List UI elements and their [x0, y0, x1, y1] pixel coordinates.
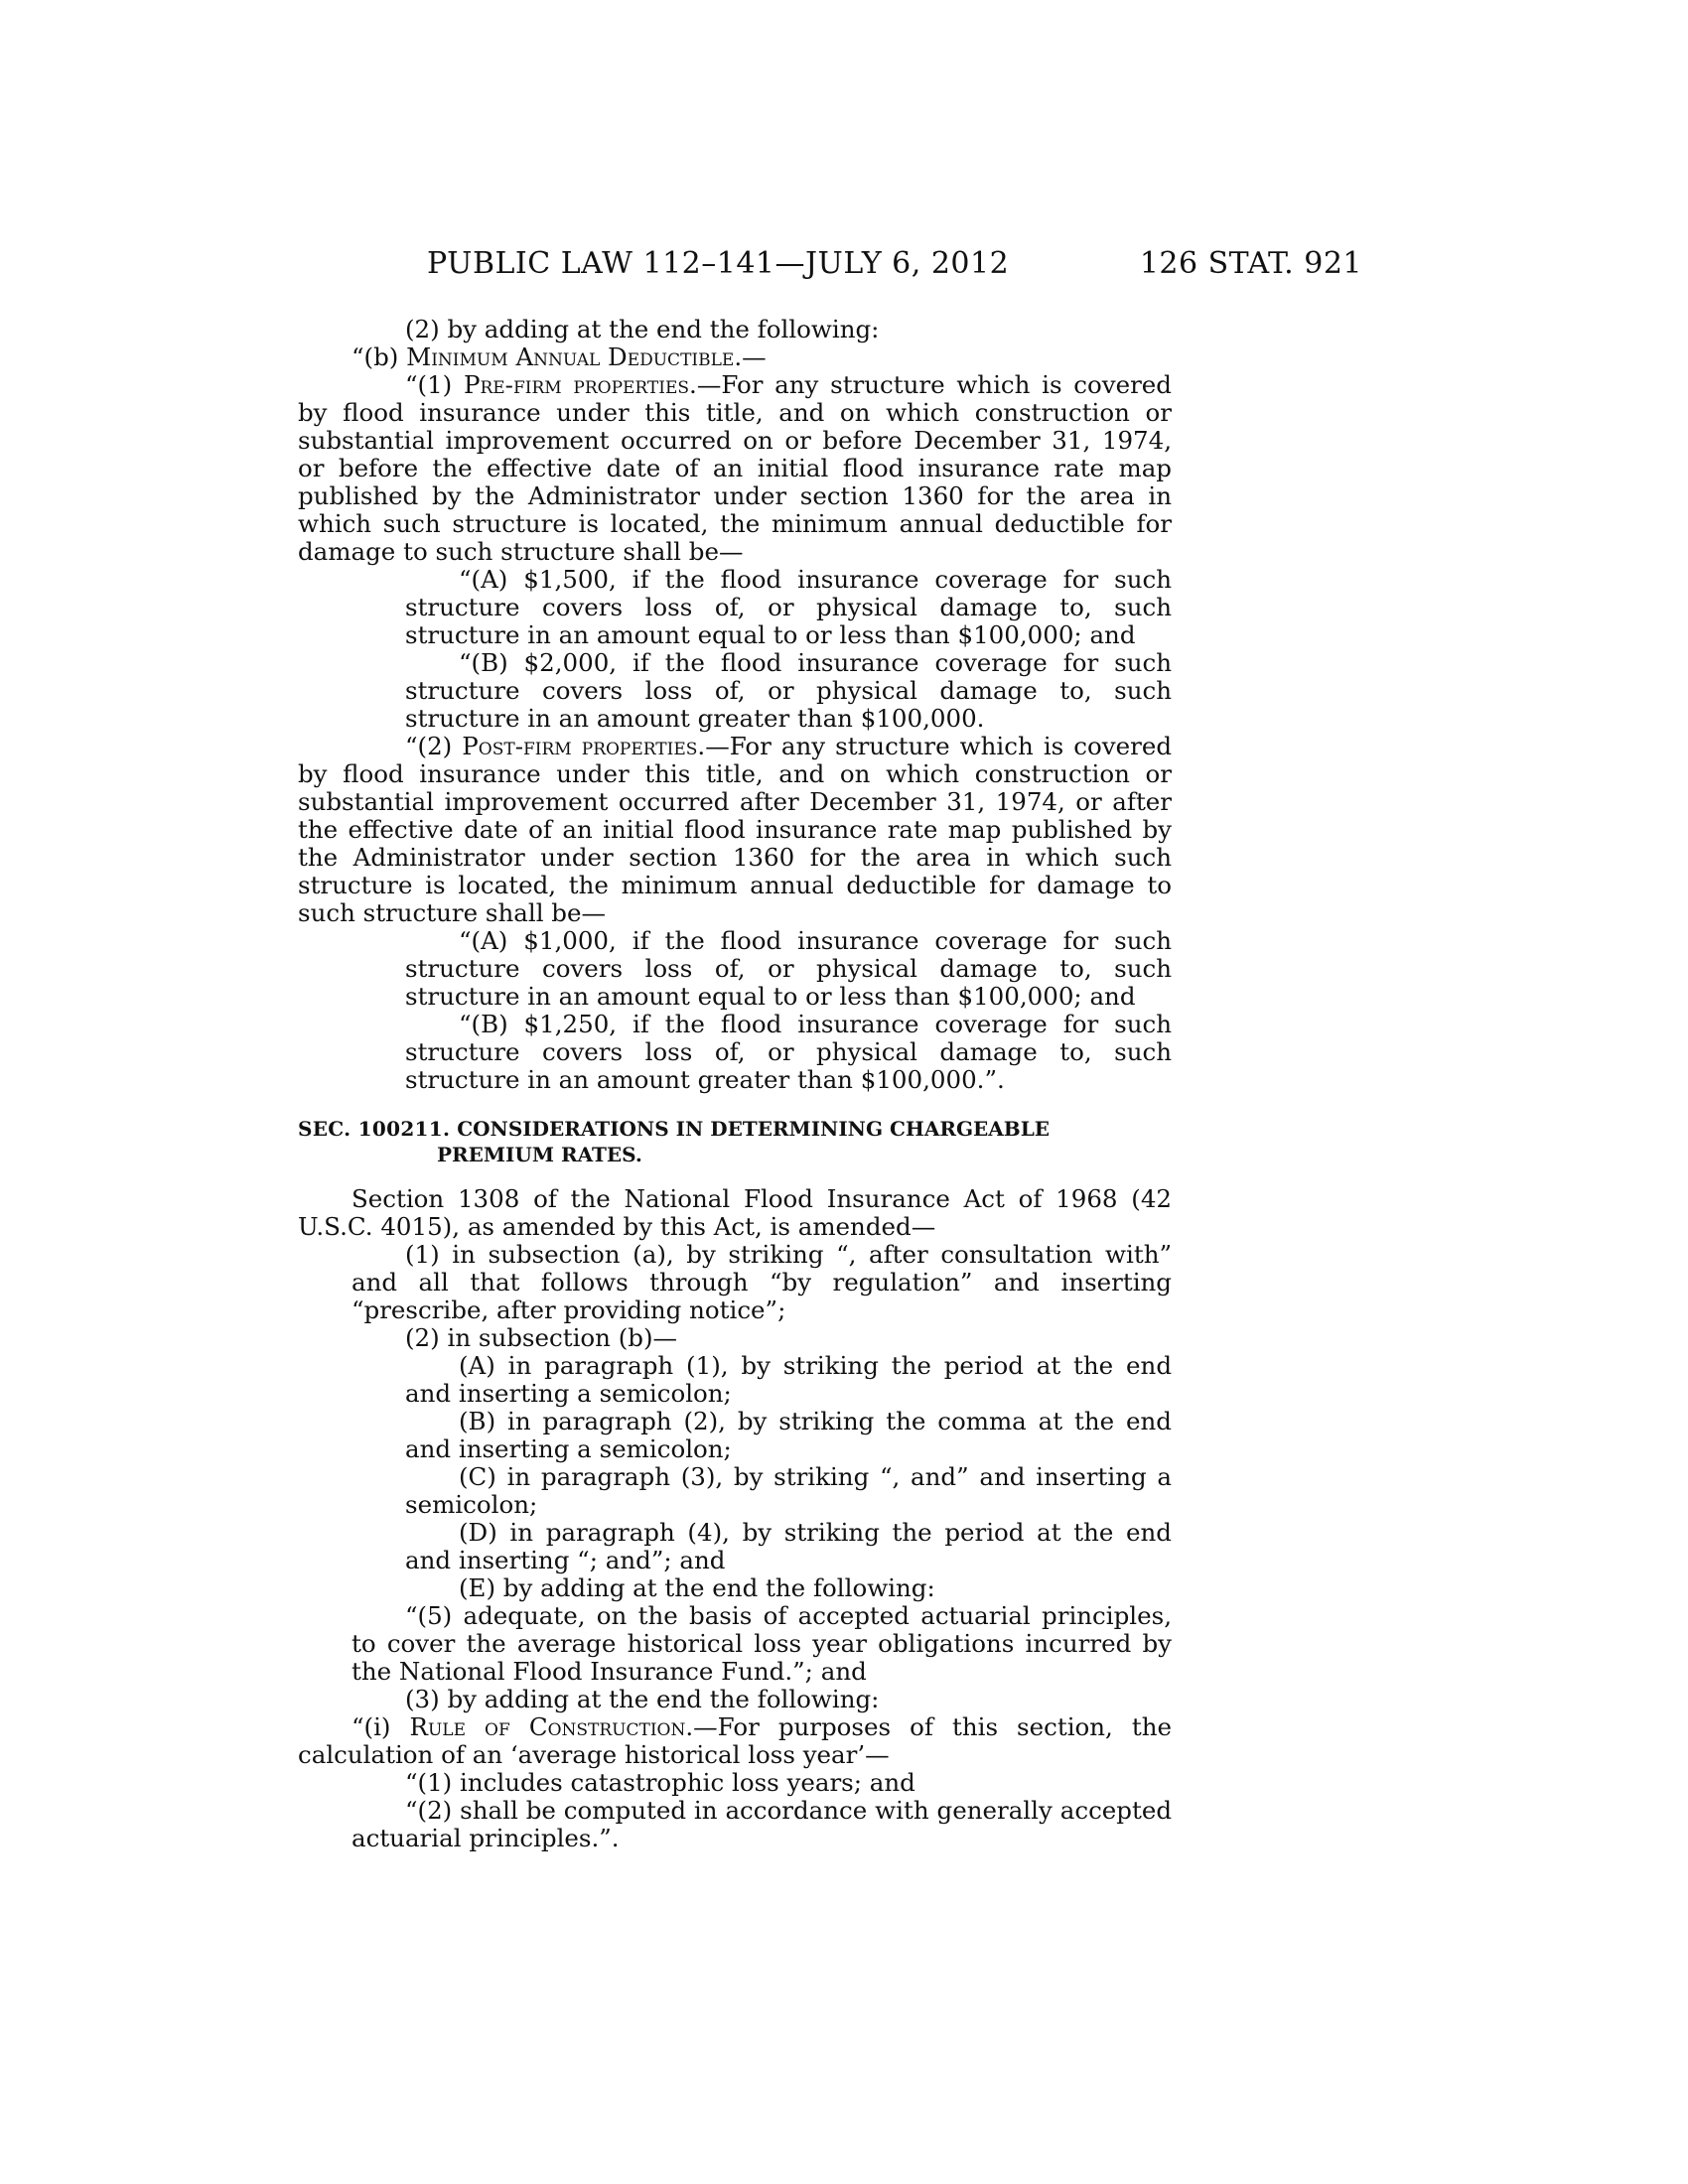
paragraph: “(A) $1,000, if the flood insurance coverage for such structure covers loss of, or physical damage to, such structure in an amount equal to or less than $100,000; and — [405, 926, 1172, 1011]
paragraph: “(B) $1,250, if the flood insurance coverage for such structure covers loss of, or physical damage to, such structure in an amount greater than $100,000.”. — [405, 1010, 1172, 1094]
paragraph: “(A) $1,500, if the flood insurance coverage for such structure covers loss of, or physical damage to, such structure in an amount equal to or less than $100,000; and — [405, 565, 1172, 649]
paragraph: “(5) adequate, on the basis of accepted actuarial principles, to cover the average historical loss year obligations incurred by the National Flood Insurance Fund.”; and — [352, 1601, 1172, 1686]
paragraph: (1) in subsection (a), by striking “, after consultation with” and all that follows through “by regulation” and inserting “prescribe, after providing notice”; — [352, 1240, 1172, 1324]
running-title: PUBLIC LAW 112–141—JULY 6, 2012 — [427, 246, 1010, 281]
paragraph: (C) in paragraph (3), by striking “, and” and inserting a semicolon; — [405, 1462, 1172, 1519]
paragraph: “(2) Post-firm properties.—For any structure which is covered by flood insurance under this title, and on which construction or substantial improvement occurred after December 31, 1974, or after the effective date of an initial flood insurance rate map published by the Administrator under section 1360 for the area in which such structure is located, the minimum annual deductible for damage to such structure shall be— — [298, 732, 1172, 927]
paragraph: (2) by adding at the end the following: — [405, 315, 880, 343]
paragraph: “(2) shall be computed in accordance with generally accepted actuarial principles.”. — [352, 1796, 1172, 1852]
page-header — [298, 246, 1362, 286]
paragraph: (D) in paragraph (4), by striking the period at the end and inserting “; and”; and — [405, 1518, 1172, 1574]
page-body — [298, 316, 1172, 1852]
paragraph: (A) in paragraph (1), by striking the period at the end and inserting a semicolon; — [405, 1351, 1172, 1408]
subsection-heading: “(b) Minimum Annual Deductible.— — [352, 342, 767, 371]
paragraph: (B) in paragraph (2), by striking the comma at the end and inserting a semicolon; — [405, 1407, 1172, 1463]
paragraph: “(1) Pre-firm properties.—For any structure which is covered by flood insurance under this title, and on which construction or substantial improvement occurred on or before December 31, 1974, or before the effective date of an initial flood insurance rate map published by the Administrator under section 1360 for the area in which such structure is located, the minimum annual deductible for damage to such structure shall be— — [298, 370, 1172, 566]
section-number: SEC. 100211. — [298, 1117, 451, 1141]
stat-page-number: 126 STAT. 921 — [1139, 246, 1362, 281]
paragraph: “(1) includes catastrophic loss years; and — [405, 1768, 915, 1797]
section-title: CONSIDERATIONS IN DETERMINING CHARGEABLE PREMIUM RATES. — [437, 1117, 1051, 1166]
paragraph: (E) by adding at the end the following: — [459, 1573, 935, 1602]
paragraph: (3) by adding at the end the following: — [405, 1685, 880, 1713]
paragraph: (2) in subsection (b)— — [405, 1323, 678, 1352]
section-heading — [298, 1116, 1172, 1167]
paragraph: Section 1308 of the National Flood Insurance Act of 1968 (42 U.S.C. 4015), as amended by this Act, is amended— — [298, 1184, 1172, 1241]
subsection-heading: “(i) Rule of Construction.—For purposes of this section, the calculation of an ‘average historical loss year’— — [298, 1712, 1173, 1769]
paragraph: “(B) $2,000, if the flood insurance coverage for such structure covers loss of, or physical damage to, such structure in an amount greater than $100,000. — [405, 648, 1172, 733]
